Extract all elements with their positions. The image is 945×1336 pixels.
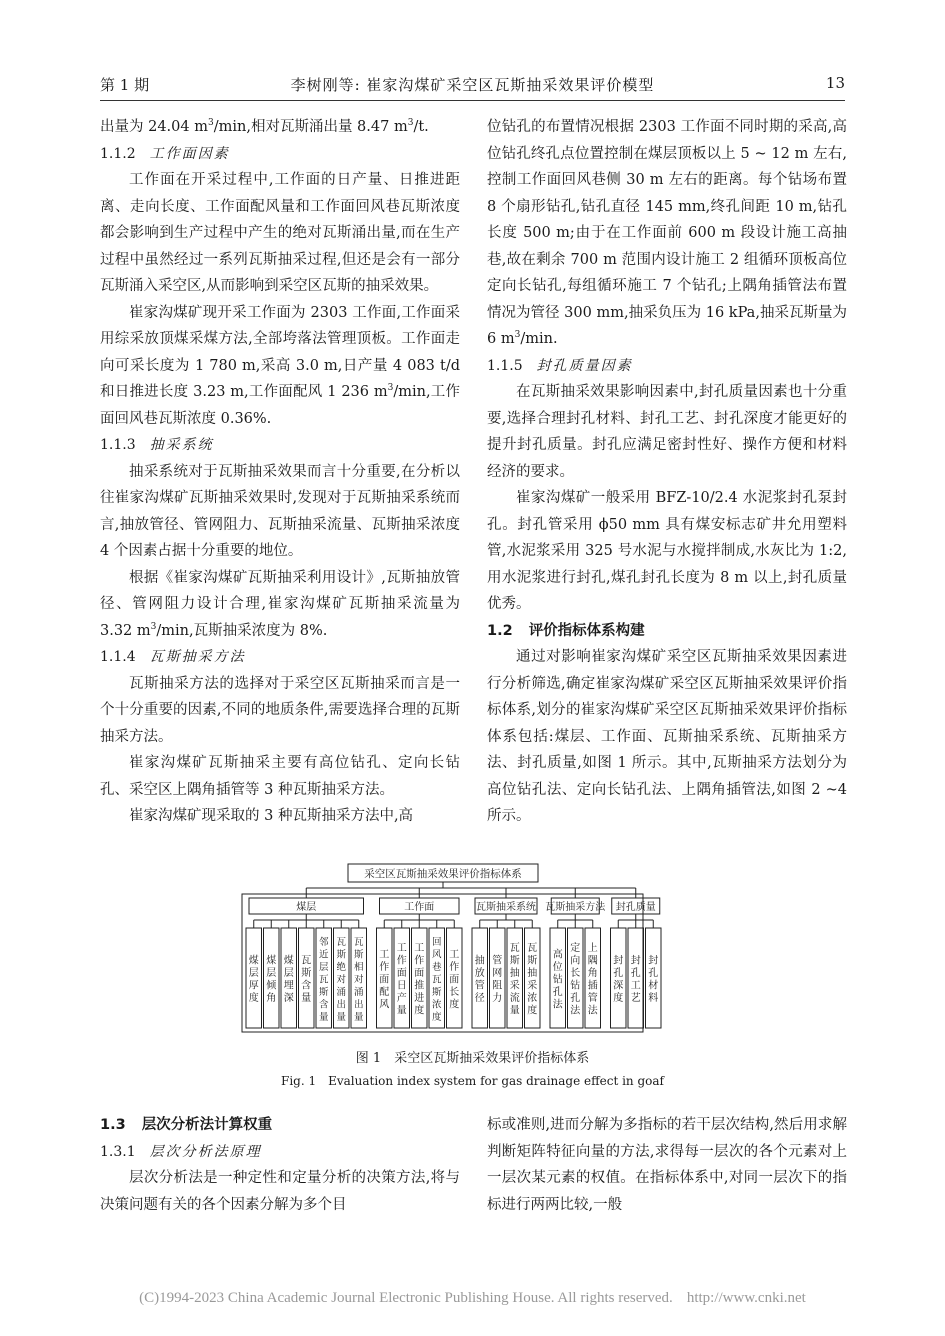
- leaf-label: 工作面长度: [449, 949, 460, 1011]
- paragraph: 抽采系统对于瓦斯抽采效果而言十分重要,在分析以往崔家沟煤矿瓦斯抽采效果时,发现对于瓦斯抽采系统而言,抽放管径、管网阻力、瓦斯抽采流量、瓦斯抽采浓度 4 个因素占据十分重要的地位。: [100, 463, 460, 559]
- section-heading: [487, 618, 847, 645]
- text: 出量为 24.04 m: [100, 119, 208, 135]
- paragraph: 崔家沟煤矿瓦斯抽采主要有高位钻孔、定向长钻孔、采空区上隅角插管等 3 种瓦斯抽采方法。: [100, 755, 460, 798]
- running-header: [100, 72, 845, 101]
- leaf-label: 管网阻力: [492, 955, 503, 1004]
- leaf-label: 上隅角插管法: [587, 943, 598, 1017]
- root-label: 采空区瓦斯抽采效果评价指标体系: [364, 868, 522, 880]
- paragraph: [487, 114, 847, 353]
- text: /min,相对瓦斯涌出量 8.47 m: [213, 119, 408, 135]
- figure-caption-en: Fig. 1 Evaluation index system for gas drainage effect in goaf: [281, 1074, 664, 1088]
- heading-label: 抽采系统: [149, 437, 214, 453]
- superscript: 3: [150, 621, 157, 632]
- issue-number: 第 1 期: [100, 76, 150, 94]
- superscript: 3: [407, 118, 414, 129]
- text: 位钻孔的布置情况根据 2303 工作面不同时期的采高,高位钻孔终孔点位置控制在煤层顶板以上 5 ~ 12 m 左右,控制工作面回风巷侧 30 m 左右的距离。每个钻场布置 8 个扇形钻孔,钻孔直径 145 mm,终孔间距 10 m,钻孔长度 500 m;由于在工作面前 600 m 段设计施工高抽巷,故在剩余 700 m 范围内设计施工 2 组循环顶板高位定向长钻孔,每组循环施工 7 个钻孔;上隅角插管法布置情况为管径 300 mm,抽采负压为 16 kPa,抽采瓦斯量为 6 m: [487, 119, 847, 347]
- heading-number: 1.1.3: [100, 437, 136, 453]
- heading-number: 1.1.5: [487, 357, 523, 374]
- heading-number: 1.1.2: [100, 145, 136, 162]
- paragraph: 通过对影响崔家沟煤矿采空区瓦斯抽采效果因素进行分析筛选,确定崔家沟煤矿采空区瓦斯抽采效果评价指标体系,划分的崔家沟煤矿采空区瓦斯抽采效果评价指标体系包括:煤层、工作面、瓦斯抽采系统、瓦斯抽采方法、封孔质量,如图 1 所示。其中,瓦斯抽采方法划分为高位钻孔法、定向长钻孔法、上隅角插管法,如图 2 ~4 所示。: [487, 649, 847, 824]
- leaf-label: 高位钻孔法: [552, 949, 563, 1011]
- leaf-label: 封孔工艺: [630, 955, 641, 1004]
- leaf-label: 煤层埋深: [283, 955, 294, 1004]
- page-number: 13: [825, 74, 845, 92]
- leaf-label: 煤层厚度: [248, 955, 259, 1004]
- leaf-label: 工作面日产量: [396, 943, 407, 1017]
- leaf-label: 瓦斯绝对涌出量: [336, 936, 347, 1023]
- leaf-label: 封孔材料: [648, 955, 659, 1004]
- group-label: 煤层: [296, 902, 317, 913]
- subsection-heading: [487, 353, 847, 380]
- heading-label: 瓦斯抽采方法: [149, 649, 246, 665]
- copyright-footer: [0, 1290, 945, 1307]
- superscript: 3: [387, 383, 394, 394]
- group-label: 封孔质量: [615, 902, 656, 913]
- group-label: 瓦斯抽采系统: [476, 902, 536, 913]
- left-column: [100, 114, 460, 830]
- right-column: [487, 114, 847, 830]
- text: /min.: [520, 331, 558, 347]
- subsection-heading: [100, 1139, 460, 1166]
- paragraph: 工作面在开采过程中,工作面的日产量、日推进距离、走向长度、工作面配风量和工作面回风巷瓦斯浓度都会影响到生产过程中产生的绝对瓦斯涌出量,而在生产过程中虽然经过一系列瓦斯抽采过程,但还是会有一部分瓦斯涌入采空区,从而影响到采空区瓦斯的抽采效果。: [100, 172, 460, 294]
- heading-label: 层次分析法计算权重: [141, 1117, 273, 1133]
- leaf-label: 邻近层瓦斯含量: [318, 936, 329, 1023]
- subsection-heading: [100, 644, 460, 671]
- group-label: 工作面: [404, 902, 435, 913]
- section-heading: [100, 1112, 460, 1139]
- paragraph: 瓦斯抽采方法的选择对于采空区瓦斯抽采而言是一个十分重要的因素,不同的地质条件,需要选择合理的瓦斯抽采方法。: [100, 675, 460, 745]
- heading-number: 1.2: [487, 622, 513, 639]
- paragraph: [100, 114, 460, 141]
- leaf-label: 抽放管径: [474, 955, 485, 1004]
- paragraph: 在瓦斯抽采效果影响因素中,封孔质量因素也十分重要,选择合理封孔材料、封孔工艺、封孔深度才能更好的提升封孔质量。封孔应满足密封性好、操作方便和材料经济的要求。: [487, 384, 847, 480]
- subsection-heading: [100, 141, 460, 168]
- footer-url: http://www.cnki.net: [686, 1290, 806, 1306]
- figure-caption-cn: 图 1 采空区瓦斯抽采效果评价指标体系: [355, 1051, 590, 1066]
- leaf-label: 回风巷瓦斯浓度: [431, 936, 442, 1023]
- bottom-right-column: [487, 1112, 847, 1218]
- heading-label: 封孔质量因素: [536, 357, 633, 374]
- copyright-text: (C)1994-2023 China Academic Journal Electronic Publishing House. All rights reserved.: [139, 1290, 673, 1306]
- heading-label: 评价指标体系构建: [528, 622, 645, 639]
- leaf-label: 瓦斯含量: [301, 955, 312, 1004]
- leaf-label: 定向长钻孔法: [570, 943, 581, 1017]
- leaf-label: 瓦斯抽采浓度: [527, 943, 538, 1017]
- superscript: 3: [514, 330, 521, 341]
- text: /min,工作面回风巷瓦斯浓度 0.36%.: [100, 384, 460, 427]
- bottom-left-column: [100, 1112, 460, 1218]
- text: /t.: [413, 119, 429, 135]
- leaf-label: 工作面配风: [379, 949, 390, 1011]
- paragraph: 标或准则,进而分解为多指标的若干层次结构,然后用求解判断矩阵特征向量的方法,求得每一层次的各个元素对上一层次某元素的权值。在指标体系中,对同一层次下的指标进行两两比较,一般: [487, 1117, 847, 1213]
- paragraph: [100, 300, 460, 433]
- leaf-label: 瓦斯抽采流量: [509, 943, 520, 1017]
- paragraph: 层次分析法是一种定性和定量分析的决策方法,将与决策问题有关的各个因素分解为多个目: [100, 1170, 460, 1213]
- paragraph: 崔家沟煤矿现采取的 3 种瓦斯抽采方法中,高: [129, 808, 414, 824]
- heading-label: 工作面因素: [149, 145, 230, 162]
- running-title: 李树刚等: 崔家沟煤矿采空区瓦斯抽采效果评价模型: [290, 76, 655, 94]
- leaf-label: 封孔深度: [613, 955, 624, 1004]
- text: 根据《崔家沟煤矿瓦斯抽采利用设计》,瓦斯抽放管径、管网阻力设计合理,崔家沟煤矿瓦斯抽采流量为 3.32 m: [100, 569, 460, 639]
- heading-number: 1.3.1: [100, 1143, 136, 1160]
- heading-number: 1.1.4: [100, 649, 136, 665]
- heading-label: 层次分析法原理: [149, 1143, 262, 1160]
- heading-number: 1.3: [100, 1117, 126, 1133]
- leaf-label: 工作面推进度: [414, 943, 425, 1017]
- index-system-diagram: [240, 862, 659, 1034]
- group-label: 瓦斯抽采方法: [545, 902, 606, 913]
- text: 崔家沟煤矿现开采工作面为 2303 工作面,工作面采用综采放顶煤采煤方法,全部垮落法管理顶板。工作面走向可采长度为 1 780 m,采高 3.0 m,日产量 4 083 t/d 和日推进长度 3.23 m,工作面配风 1 236 m: [100, 304, 460, 400]
- paragraph: [100, 565, 460, 645]
- text: /min,瓦斯抽采浓度为 8%.: [156, 622, 328, 639]
- superscript: 3: [207, 118, 214, 129]
- subsection-heading: [100, 432, 460, 459]
- paragraph: 崔家沟煤矿一般采用 BFZ-10/2.4 水泥浆封孔泵封孔。封孔管采用 ϕ50 mm 具有煤安标志矿井允用塑料管,水泥浆采用 325 号水泥与水搅拌制成,水灰比为 1:2,用水泥浆进行封孔,煤孔封孔长度为 8 m 以上,封孔质量优秀。: [487, 490, 847, 612]
- leaf-label: 瓦斯相对涌出量: [353, 936, 364, 1023]
- leaf-label: 煤层倾角: [266, 955, 277, 1004]
